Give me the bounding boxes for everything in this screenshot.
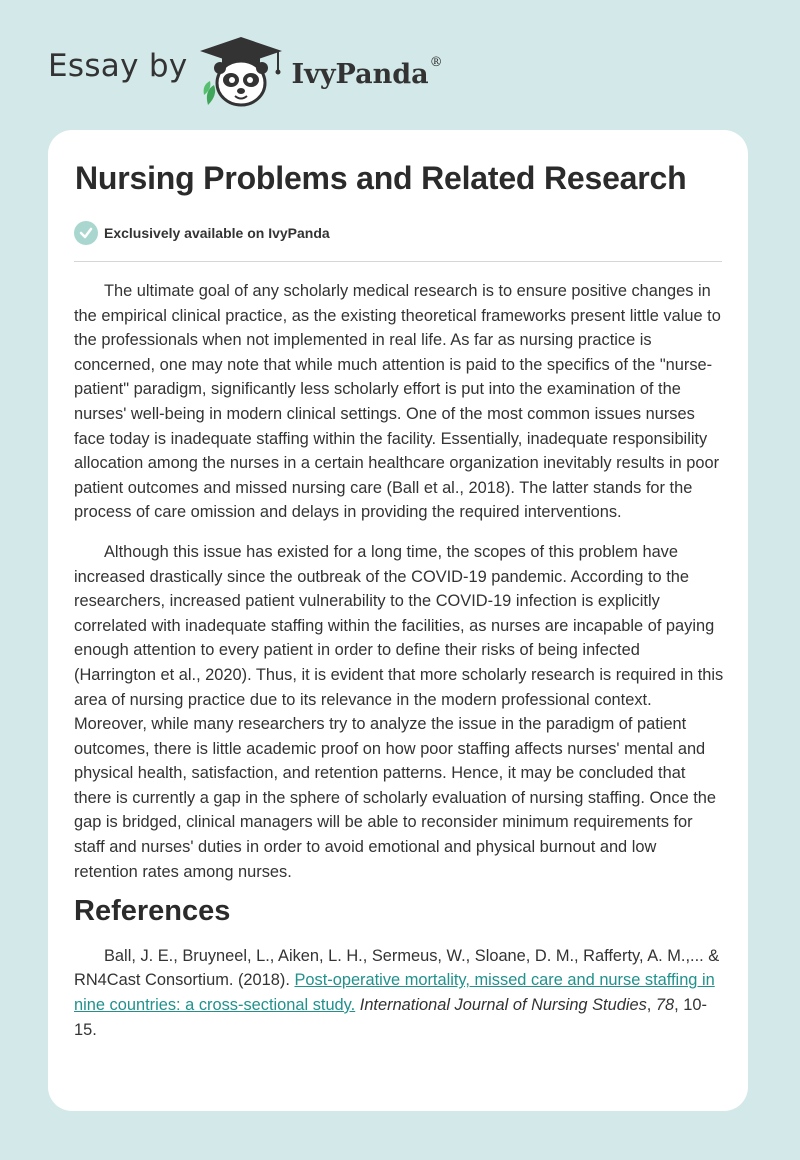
brand-name[interactable]: IvyPanda® bbox=[291, 54, 443, 90]
paragraph: The ultimate goal of any scholarly medical research is to ensure positive changes in the empirical clinical practice, as the existing theoretical frameworks present little value to the professionals when not implemented in real life. As far as nursing practice is concerned, one may note that while much attention is paid to the specifics of the "nurse-patient" paradigm, significantly less scholarly effort is put into the examination of the nurses' well-being in modern clinical settings. One of the most common issues nurses face today is inadequate staffing within the facility. Essentially, inadequate responsibility allocation among the nurses in a certain healthcare organization inevitably results in poor patient outcomes and missed nursing care (Ball et al., 2018). The latter stands for the process of care omission and delays in providing the required interventions. bbox=[74, 282, 721, 522]
reference-item: Ball, J. E., Bruyneel, L., Aiken, L. H., Sermeus, W., Sloane, D. M., Rafferty, A. M.,... & RN4Cast Consortium. (2018). Post-operative mortality, missed care and nurse staffing in nine countries: a cross-sectional study. International Journal of Nursing Studies, 78, 10-15. bbox=[74, 946, 720, 1039]
reference-authors: Ball, J. E., Bruyneel, L., Aiken, L. H., Sermeus, W., Sloane, D. M., Rafferty, A. M.,... & RN4Cast Consortium. (2018). bbox=[74, 946, 720, 990]
registered-mark: ® bbox=[429, 54, 443, 70]
reference-volume: 78 bbox=[655, 996, 675, 1015]
reference-pages: , 10-15. bbox=[74, 996, 707, 1039]
reference-link[interactable]: Post-operative mortality, missed care and nurse staffing in nine countries: a cross-sectional study. bbox=[74, 971, 715, 1015]
references-heading: References bbox=[74, 895, 231, 928]
site-header bbox=[48, 28, 443, 118]
badge-label: Exclusively available on IvyPanda bbox=[104, 225, 330, 241]
essay-card bbox=[48, 130, 748, 1111]
paragraph: Although this issue has existed for a long time, the scopes of this problem have increased drastically since the outbreak of the COVID-19 pandemic. According to the researchers, increased patient vulnerability to the COVID-19 infection is explicitly correlated with inadequate staffing within the facilities, as nurses are incapable of paying enough attention to every patient in order to define their risks of being infected (Harrington et al., 2020). Thus, it is evident that more scholarly research is required in this area of nursing practice due to its relevance in the modern professional context. Moreover, while many researchers try to analyze the issue in the paradigm of patient outcomes, there is little academic proof on how poor staffing affects nurses' mental and physical health, satisfaction, and retention patterns. Hence, it may be concluded that there is currently a gap in the sphere of scholarly evaluation of nursing staffing. Once the gap is bridged, clinical managers will be able to reconsider minimum requirements for staff and nurses' duties in order to avoid emotional and physical burnout and low retention rates among nurses. bbox=[74, 542, 724, 881]
page-title: Nursing Problems and Related Research bbox=[75, 160, 687, 196]
panda-logo-icon[interactable] bbox=[198, 35, 284, 114]
check-icon bbox=[74, 221, 98, 245]
divider bbox=[74, 261, 722, 262]
essay-body bbox=[74, 279, 724, 1042]
exclusive-badge bbox=[74, 221, 330, 245]
essay-by-label: Essay by bbox=[48, 48, 188, 84]
reference-journal: International Journal of Nursing Studies bbox=[359, 996, 647, 1015]
